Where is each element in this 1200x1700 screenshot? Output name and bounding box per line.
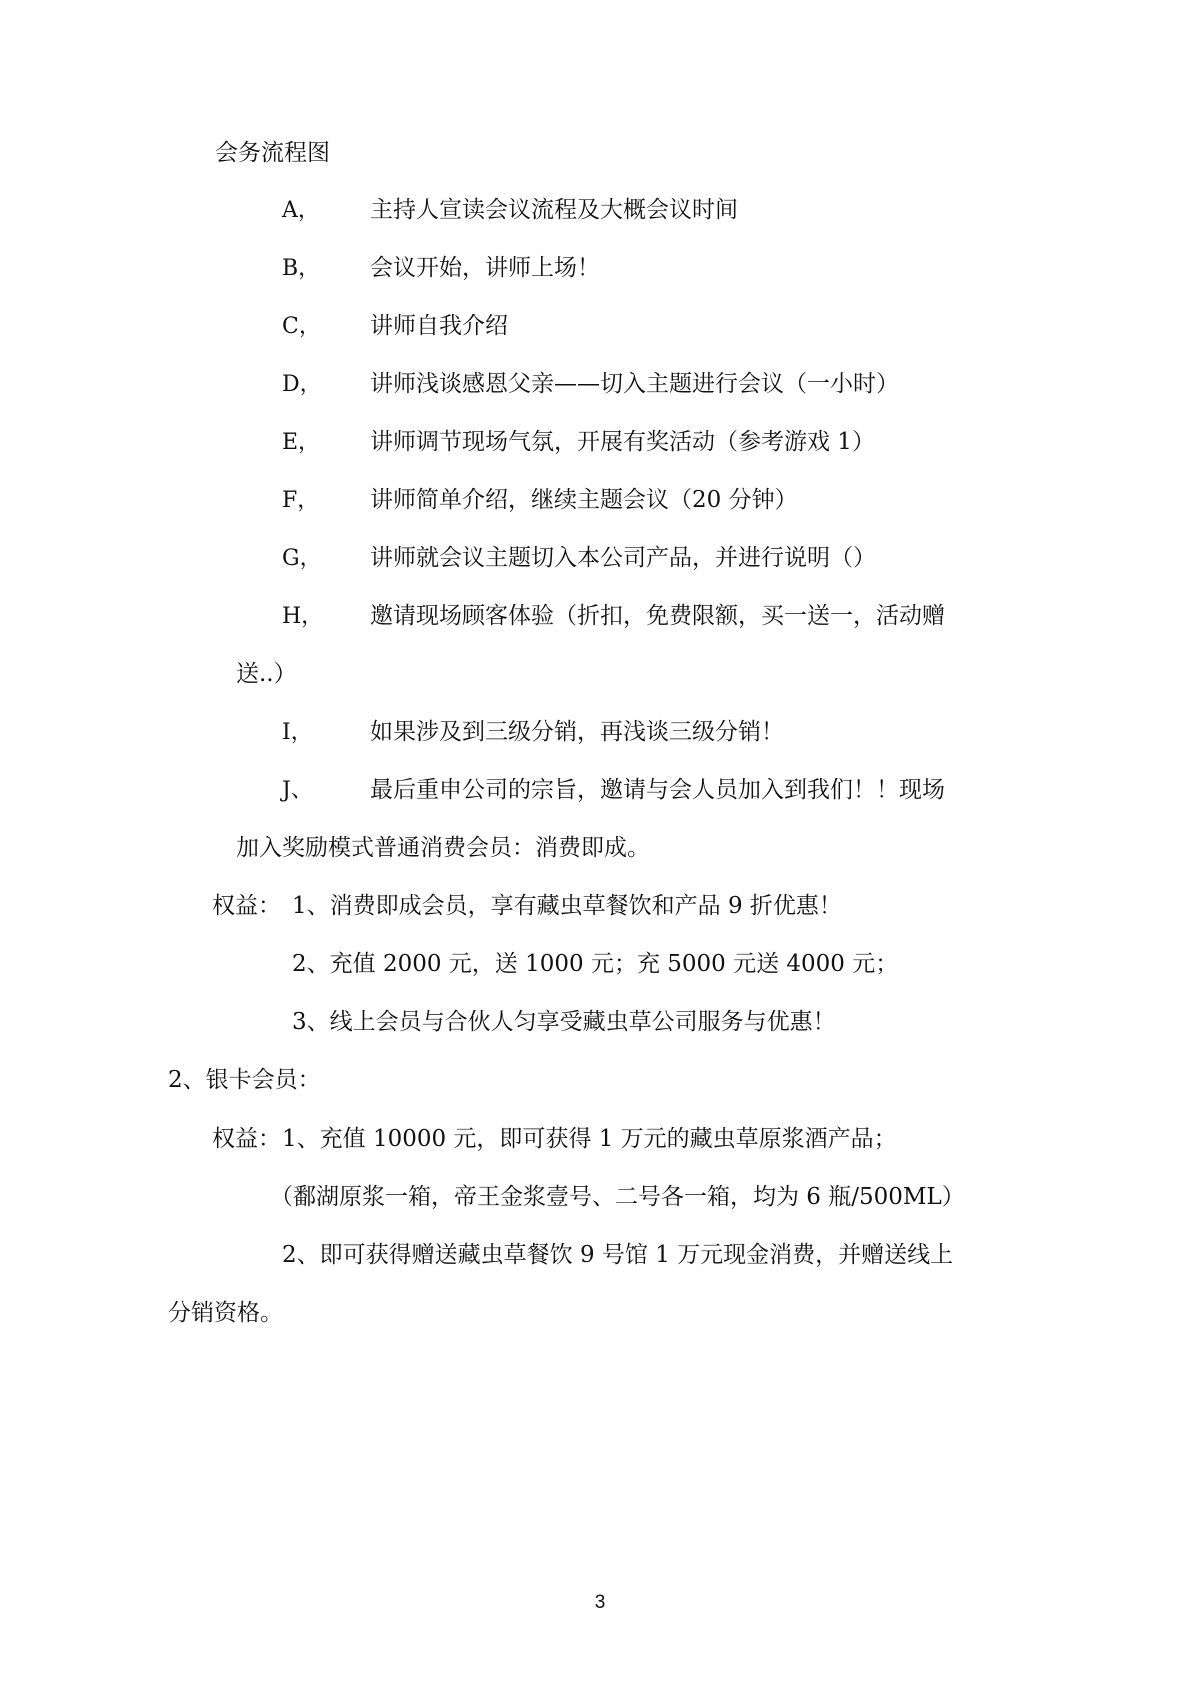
step-d-text: 讲师浅谈感恩父亲——切入主题进行会议（一小时） (370, 371, 899, 397)
step-g-letter: G， (282, 546, 322, 571)
silver-member-benefits-label: 权益： (212, 1126, 281, 1152)
step-f-letter: F， (282, 488, 320, 513)
step-c-text: 讲师自我介绍 (370, 313, 508, 339)
step-j-text: 最后重申公司的宗旨，邀请与会人员加入到我们！！现场 (370, 777, 945, 803)
step-h-letter: H， (282, 604, 324, 629)
step-j-letter: J、 (282, 778, 313, 803)
step-j-continuation: 加入奖励模式普通消费会员：消费即成。 (236, 835, 650, 861)
step-b-text: 会议开始，讲师上场！ (370, 255, 600, 281)
step-g-text: 讲师就会议主题切入本公司产品，并进行说明（） (370, 545, 876, 571)
normal-member-benefit-3: 3、线上会员与合伙人匀享受藏虫草公司服务与优惠！ (292, 1009, 836, 1035)
step-e-letter: E， (282, 430, 321, 455)
normal-member-benefit-2: 2、充值 2000 元，送 1000 元；充 5000 元送 4000 元； (292, 951, 899, 977)
page-title: 会务流程图 (215, 140, 330, 166)
normal-member-benefits-label: 权益： (212, 893, 281, 919)
step-a-letter: A， (282, 198, 320, 223)
silver-member-benefit-1-note: （鄱湖原浆一箱，帝王金浆壹号、二号各一箱，均为 6 瓶/500ML） (270, 1184, 965, 1210)
step-b-letter: B， (282, 256, 321, 281)
silver-member-heading: 2、银卡会员： (168, 1067, 321, 1093)
step-h-text: 邀请现场顾客体验（折扣，免费限额，买一送一，活动赠 (370, 603, 945, 629)
step-c-letter: C， (282, 314, 321, 339)
step-a-text: 主持人宣读会议流程及大概会议时间 (370, 197, 738, 223)
step-e-text: 讲师调节现场气氛，开展有奖活动（参考游戏 1） (370, 429, 875, 455)
step-d-letter: D， (282, 372, 322, 397)
step-i-letter: I， (282, 720, 313, 745)
step-f-text: 讲师简单介绍，继续主题会议（20 分钟） (370, 487, 798, 513)
step-i-text: 如果涉及到三级分销，再浅谈三级分销！ (370, 719, 784, 745)
step-h-continuation: 送..） (236, 661, 297, 687)
page-number: 3 (594, 1592, 606, 1613)
silver-member-benefit-2: 2、即可获得赠送藏虫草餐饮 9 号馆 1 万元现金消费，并赠送线上 (282, 1242, 954, 1268)
silver-member-benefit-2-continuation: 分销资格。 (168, 1300, 283, 1326)
silver-member-benefit-1: 1、充值 10000 元，即可获得 1 万元的藏虫草原浆酒产品； (282, 1126, 897, 1152)
normal-member-benefit-1: 1、消费即成会员，享有藏虫草餐饮和产品 9 折优惠！ (292, 893, 842, 919)
